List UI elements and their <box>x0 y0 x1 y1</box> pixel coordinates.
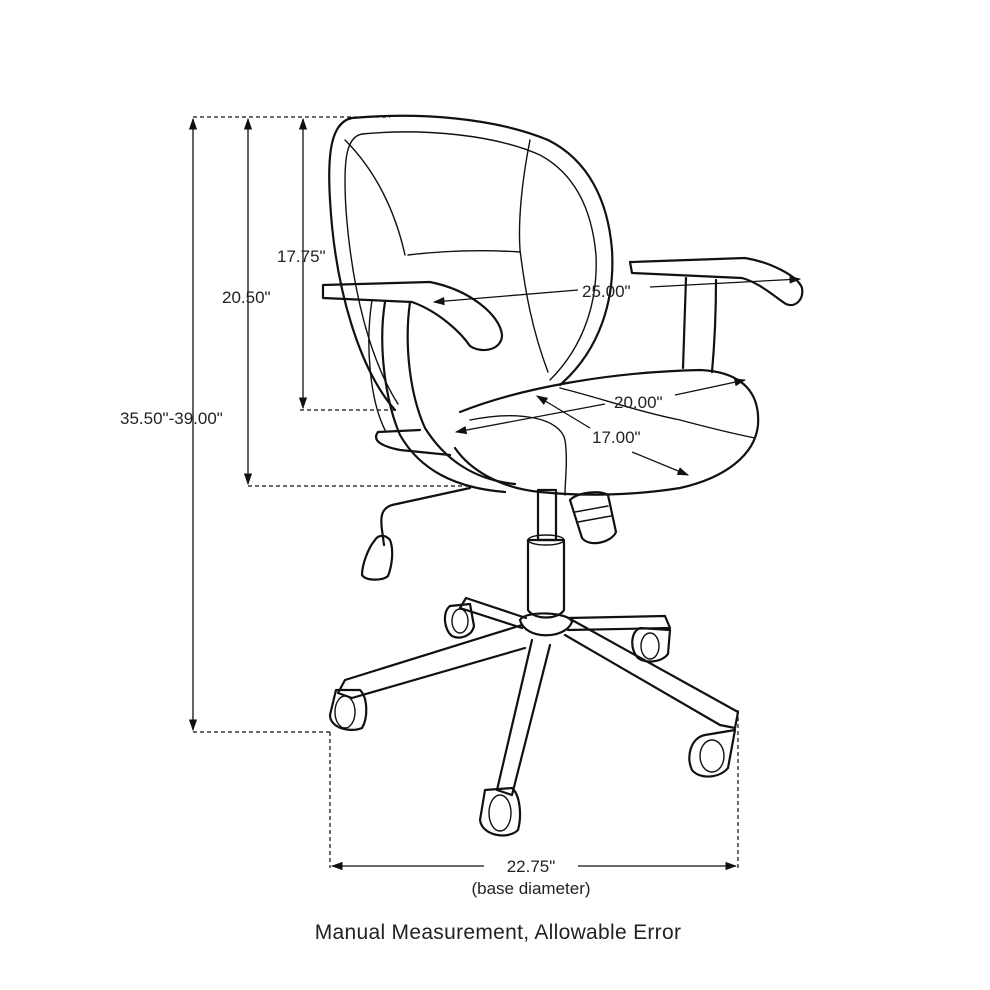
label-base-diameter: 22.75" <box>506 857 556 876</box>
tilt-knob-ridges <box>575 506 611 522</box>
caster-front <box>480 788 520 835</box>
dim-seat-depth-top <box>537 396 590 428</box>
chair-illustration <box>323 116 802 836</box>
caster-front-right <box>689 730 735 777</box>
armrest-right-support <box>683 278 716 372</box>
caster-back-left <box>445 604 474 638</box>
gas-cylinder-top <box>538 490 556 540</box>
label-seat-depth: 17.00" <box>592 428 641 447</box>
backrest-seam-cross <box>408 251 520 255</box>
tilt-knob <box>570 492 616 543</box>
dim-arm-width-right <box>650 279 800 287</box>
height-lever-handle <box>362 536 392 580</box>
height-lever <box>381 488 470 545</box>
label-overall-height: 35.50"-39.00" <box>120 409 223 428</box>
armrest-left-support <box>382 302 505 492</box>
caster-back-right <box>632 628 670 661</box>
seat-seam-front <box>470 416 566 495</box>
caption: Manual Measurement, Allowable Error <box>314 921 682 944</box>
backrest-seam-center <box>519 140 548 372</box>
dimension-lines <box>193 117 800 868</box>
seat-mechanism <box>376 430 450 455</box>
dim-arm-width-left <box>434 290 578 302</box>
gas-cylinder <box>528 540 564 618</box>
base-leg-front-right <box>565 620 738 728</box>
backrest-seam-left <box>345 140 405 255</box>
label-arm-width: 25.00" <box>582 282 631 301</box>
dim-seat-depth-bottom <box>632 452 688 475</box>
base-leg-front-left <box>338 625 525 698</box>
base-leg-front <box>497 640 550 795</box>
dim-seat-width-right <box>675 380 745 395</box>
label-base-diameter-note: (base diameter) <box>471 879 591 898</box>
backrest-shell <box>329 116 612 410</box>
label-back-top-to-seat-bottom: 20.50" <box>222 288 271 307</box>
label-back-height: 17.75" <box>277 247 326 266</box>
dimension-labels <box>120 247 681 944</box>
base-leg-back-left <box>460 598 526 628</box>
label-seat-width: 20.00" <box>614 393 663 412</box>
